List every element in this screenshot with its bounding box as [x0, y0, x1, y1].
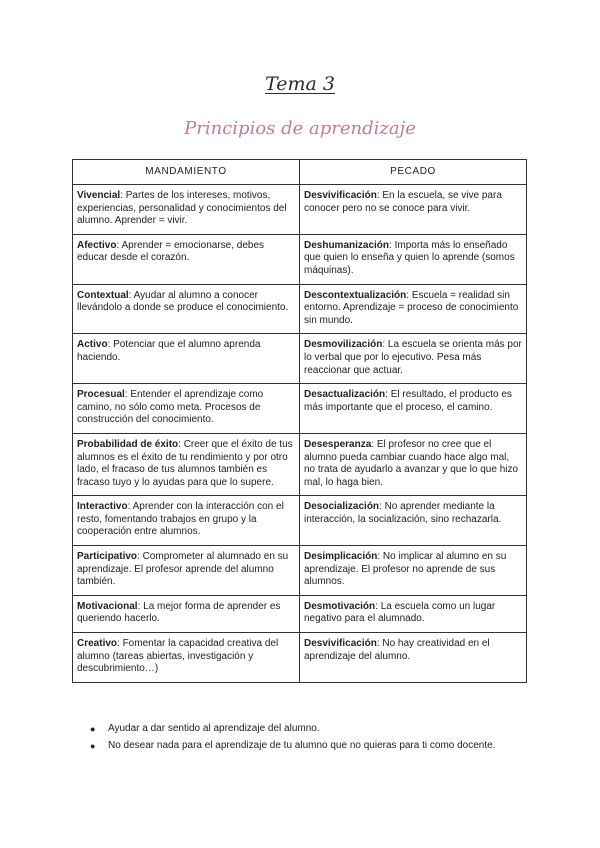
- bullet-icon: ●: [90, 741, 96, 751]
- term-label: Desimplicación: [304, 551, 378, 563]
- table-row: [73, 234, 527, 284]
- mandamiento-cell: [73, 633, 300, 683]
- term-description: : Entender el aprendizaje como camino, no sólo como meta. Procesos de construcción del conocimiento.: [77, 389, 264, 426]
- pecado-cell: [300, 185, 527, 235]
- mandamiento-cell: [73, 595, 300, 632]
- table-row: [73, 384, 527, 434]
- column-header-mandamiento: MANDAMIENTO: [73, 160, 300, 185]
- term-label: Procesual: [77, 389, 125, 401]
- column-header-pecado: PECADO: [300, 160, 527, 185]
- term-description: : El resultado, el producto es más importante que el proceso, el camino.: [304, 389, 512, 413]
- term-label: Descontextualización: [304, 289, 407, 301]
- term-label: Activo: [77, 339, 108, 351]
- term-description: : No aprender mediante la interacción, la socialización, sino rechazarla.: [304, 501, 502, 525]
- term-label: Desocialización: [304, 501, 380, 513]
- term-label: Desesperanza: [304, 438, 372, 450]
- term-label: Motivacional: [77, 600, 138, 612]
- table-header-row: [73, 160, 527, 185]
- table-row: [73, 433, 527, 495]
- pecado-cell: [300, 284, 527, 334]
- table-row: [73, 595, 527, 632]
- mandamiento-cell: [73, 384, 300, 434]
- term-description: : Importa más lo enseñado que quien lo enseña y quien lo aprende (somos máquinas).: [304, 239, 515, 276]
- pecado-cell: [300, 384, 527, 434]
- list-item-text: Ayudar a dar sentido al aprendizaje del alumno.: [108, 723, 320, 734]
- term-description: : Fomentar la capacidad creativa del alumno (tareas abiertas, investigación y descubrimiento…): [77, 638, 279, 675]
- term-description: : Potenciar que el alumno aprenda haciendo.: [77, 339, 261, 363]
- term-description: : No implicar al alumno en su aprendizaje. El profesor no aprende de sus alumnos.: [304, 551, 507, 588]
- mandamiento-cell: [73, 234, 300, 284]
- term-label: Deshumanización: [304, 239, 390, 251]
- term-description: : En la escuela, se vive para conocer pero no se conoce para vivir.: [304, 190, 502, 214]
- term-label: Vivencial: [77, 190, 121, 201]
- term-label: Desmovilización: [304, 339, 383, 351]
- term-label: Desactualización: [304, 389, 386, 401]
- page-title: Tema 3: [265, 73, 335, 95]
- mandamiento-cell: [73, 546, 300, 596]
- pecado-cell: [300, 433, 527, 495]
- term-label: Interactivo: [77, 501, 128, 513]
- term-label: Afectivo: [77, 239, 117, 251]
- term-label: Participativo: [77, 551, 138, 563]
- term-description: : La escuela como un lugar negativo para el alumnado.: [304, 600, 496, 625]
- term-label: Desvivificación: [304, 190, 377, 201]
- term-label: Desvivificación: [304, 638, 377, 650]
- term-description: : Ayudar al alumno a conocer llevándolo a donde se produce el conocimiento.: [77, 289, 289, 314]
- table-row: [73, 284, 527, 334]
- term-description: : Escuela = realidad sin entorno. Aprendizaje = proceso de conocimiento sin mundo.: [304, 289, 519, 326]
- page-subtitle: Principios de aprendizaje: [184, 118, 416, 139]
- principles-table: [72, 159, 527, 683]
- term-description: : Partes de los intereses, motivos, experiencias, personalidad y conocimientos del alumno. Aprender = vivir.: [77, 190, 287, 227]
- mandamiento-cell: [73, 284, 300, 334]
- term-label: Desmotivación: [304, 600, 376, 612]
- mandamiento-cell: [73, 433, 300, 495]
- bullet-icon: ●: [90, 724, 96, 734]
- term-description: : El profesor no cree que el alumno pueda cambiar cuando hace algo mal, no trata de ayudarlo a avanzar y que lo que hizo mal, lo haga bien.: [304, 438, 519, 488]
- list-item: [90, 739, 528, 753]
- pecado-cell: [300, 334, 527, 384]
- term-description: : La mejor forma de aprender es queriendo hacerlo.: [77, 600, 281, 625]
- list-item-text: No desear nada para el aprendizaje de tu alumno que no quieras para ti como docente.: [108, 740, 496, 751]
- pecado-cell: [300, 546, 527, 596]
- list-item: [90, 722, 528, 736]
- term-label: Probabilidad de éxito: [77, 438, 179, 450]
- mandamiento-cell: [73, 496, 300, 546]
- pecado-cell: [300, 496, 527, 546]
- notes-list: [90, 722, 528, 756]
- table-row: [73, 633, 527, 683]
- mandamiento-cell: [73, 185, 300, 235]
- pecado-cell: [300, 595, 527, 632]
- term-label: Creativo: [77, 638, 118, 650]
- table-row: [73, 496, 527, 546]
- term-description: : Aprender = emocionarse, debes educar desde el corazón.: [77, 239, 265, 264]
- table-row: [73, 185, 527, 235]
- term-description: : Aprender con la interacción con el resto, fomentando trabajos en grupo y la cooperación entre alumnos.: [77, 501, 284, 538]
- term-description: : La escuela se orienta más por lo verbal que por lo ejecutivo. Pesa más reaccionar que actuar.: [304, 339, 522, 376]
- pecado-cell: [300, 234, 527, 284]
- table-row: [73, 546, 527, 596]
- mandamiento-cell: [73, 334, 300, 384]
- term-description: : Creer que el éxito de tus alumnos es el éxito de tu rendimiento y por otro lado, el fracaso de tus alumnos también es fracaso tuyo y lo ayudas para que lo supere.: [77, 438, 293, 488]
- table-row: [73, 334, 527, 384]
- term-description: : Comprometer al alumnado en su aprendizaje. El profesor aprende del alumno también.: [77, 551, 289, 588]
- pecado-cell: [300, 633, 527, 683]
- term-description: : No hay creatividad en el aprendizaje del alumno.: [304, 638, 490, 662]
- term-label: Contextual: [77, 289, 129, 301]
